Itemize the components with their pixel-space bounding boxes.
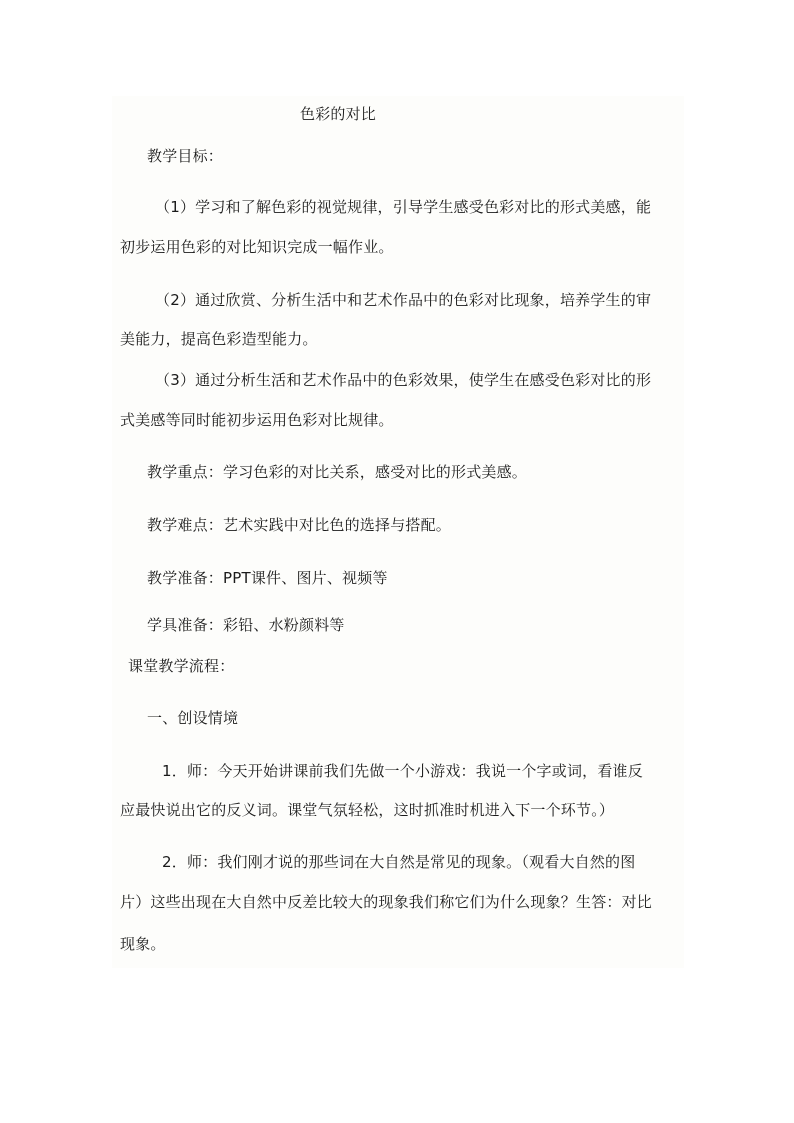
step-2-line-1: 2．师：我们刚才说的那些词在大自然是常见的现象。（观看大自然的图 (162, 853, 636, 871)
objective-3-line-1: （3）通过分析生活和艺术作品中的色彩效果，使学生在感受色彩对比的形 (155, 371, 652, 389)
step-1-line-1: 1．师：今天开始讲课前我们先做一个小游戏：我说一个字或词，看谁反 (162, 762, 643, 780)
objective-3-line-2: 式美感等同时能初步运用色彩对比规律。 (120, 411, 394, 429)
objective-2-line-1: （2）通过欣赏、分析生活中和艺术作品中的色彩对比现象，培养学生的审 (155, 291, 652, 309)
student-prep: 学具准备：彩铅、水粉颜料等 (147, 616, 345, 634)
objective-1-line-1: （1）学习和了解色彩的视觉规律，引导学生感受色彩对比的形式美感，能 (155, 198, 652, 216)
step-1-line-2: 应最快说出它的反义词。课堂气氛轻松，这时抓准时机进入下一个环节。） (120, 801, 615, 819)
objective-1-line-2: 初步运用色彩的对比知识完成一幅作业。 (120, 238, 394, 256)
teaching-prep: 教学准备：PPT课件、图片、视频等 (147, 569, 388, 587)
key-point: 教学重点：学习色彩的对比关系，感受对比的形式美感。 (147, 463, 528, 481)
document-title: 色彩的对比 (300, 105, 377, 123)
objectives-heading: 教学目标： (147, 147, 224, 165)
process-heading: 课堂教学流程： (128, 657, 235, 675)
step-2-line-3: 现象。 (120, 935, 166, 953)
section-1-heading: 一、创设情境 (147, 709, 239, 727)
step-2-line-2: 片）这些出现在大自然中反差比较大的现象我们称它们为什么现象？生答：对比 (120, 893, 653, 911)
objective-2-line-2: 美能力，提高色彩造型能力。 (120, 330, 318, 348)
difficulty: 教学难点：艺术实践中对比色的选择与搭配。 (147, 516, 452, 534)
